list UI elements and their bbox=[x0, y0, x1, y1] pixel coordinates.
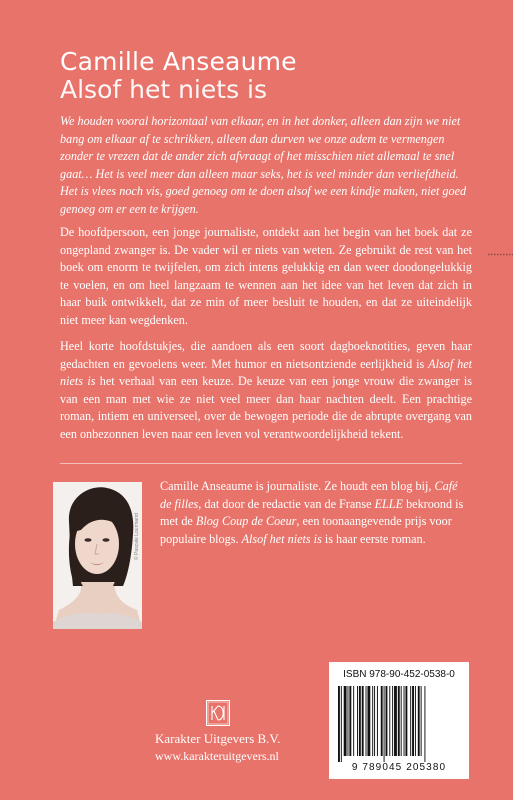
barcode-bar bbox=[404, 686, 405, 756]
author-photo bbox=[53, 482, 142, 629]
summary-paragraph-2-part-a: Heel korte hoofdstukjes, die aandoen als een soort dagboeknotities, geven haar gedachten en gevoelens weer. Met humor en nietsontziende eerlijkheid is bbox=[60, 339, 472, 371]
bio-prize-name: Blog Coup de Coeur bbox=[195, 514, 297, 529]
barcode-bar bbox=[366, 686, 367, 756]
barcode-icon bbox=[336, 686, 462, 762]
barcode-bar bbox=[338, 686, 340, 762]
summary-paragraph-2-title: Alsof het niets is bbox=[60, 356, 472, 389]
isbn-number: ISBN 978-90-452-0538-0 bbox=[343, 669, 455, 680]
publisher-url: www.karakteruitgevers.nl bbox=[155, 749, 279, 763]
book-title: Alsof het niets is bbox=[60, 75, 268, 104]
author-name: Camille Anseaume bbox=[60, 47, 297, 76]
publisher-monogram-icon bbox=[207, 701, 229, 725]
bio-part-e: is haar eerste roman. bbox=[321, 531, 426, 546]
barcode-bar bbox=[344, 686, 347, 756]
barcode-bar bbox=[362, 686, 364, 756]
barcode-bar bbox=[412, 686, 414, 756]
bio-blog-name: Café de filles bbox=[160, 479, 458, 511]
bio-book-title: Alsof het niets is bbox=[241, 531, 322, 546]
bio-part-a: Camille Anseaume is journaliste. Ze houdt een blog bij, bbox=[160, 479, 435, 493]
bio-part-d: , een toonaangevende prijs voor populaire blogs. bbox=[160, 514, 452, 546]
barcode-bar bbox=[398, 686, 400, 756]
summary-paragraph-2 bbox=[60, 338, 472, 444]
barcode-bar bbox=[410, 686, 411, 756]
barcode-digits: 9 789045 205380 bbox=[351, 762, 447, 773]
section-divider bbox=[60, 463, 462, 464]
barcode-bar bbox=[372, 686, 373, 756]
publisher-name: Karakter Uitgevers B.V. bbox=[155, 731, 281, 746]
barcode-bar bbox=[389, 686, 390, 756]
barcode-bar bbox=[341, 686, 342, 762]
dotted-edge-mark bbox=[488, 253, 513, 256]
barcode-bar bbox=[367, 686, 370, 756]
barcode-bar bbox=[374, 686, 375, 756]
summary-paragraph-1: De hoofdpersoon, een jonge journaliste, ontdekt aan het begin van het boek dat ze ongepland zwanger is. De vader wil er niets van weten. Ze gebruikt de rest van het boek om enorm te twijfelen, om zich intens gelukkig en dan weer doodongelukkig te voelen, en om heel langzaam te wennen aan het idee van het leven dat zich in haar buik ontwikkelt, dat ze min of meer besluit te houden, en dat ze uiteindelijk niet meer kan wegdenken. bbox=[60, 225, 472, 327]
publisher-logo-icon bbox=[206, 700, 230, 726]
barcode-bar bbox=[415, 686, 416, 756]
author-bio bbox=[160, 478, 465, 548]
barcode-bar bbox=[348, 686, 349, 756]
barcode-bar bbox=[394, 686, 397, 756]
barcode-bar bbox=[401, 686, 402, 756]
barcode-bar bbox=[353, 686, 354, 756]
author-portrait-image bbox=[53, 482, 142, 629]
barcode-label bbox=[329, 662, 469, 779]
barcode-bar bbox=[421, 686, 422, 756]
bio-part-c: bekroond is met de bbox=[160, 496, 464, 529]
barcode-bar bbox=[424, 686, 425, 762]
summary-paragraph-2-part-b: het verhaal van een keuze. De keuze van een jonge vrouw die zwanger is van een man met wie ze niet veel meer dan haar nachten deelt. Een prachtige roman, intiem en universeel, over de bewogen periode die de abrupte overgang van een onbezonnen leven naar een leven vol verantwoordelijkheid tekent. bbox=[60, 374, 472, 441]
barcode-bar bbox=[386, 686, 388, 756]
barcode-bar bbox=[349, 686, 351, 756]
photo-credit: © Pascale Lourmand bbox=[134, 513, 140, 560]
barcode-bar bbox=[357, 686, 358, 756]
barcode-bar bbox=[381, 686, 383, 756]
barcode-bar bbox=[405, 686, 407, 756]
bio-magazine-name: ELLE bbox=[374, 496, 404, 511]
barcode-bar bbox=[384, 686, 385, 762]
barcode-bar bbox=[418, 686, 420, 756]
bio-part-b: , dat door de redactie van de Franse bbox=[198, 496, 375, 511]
barcode-bar bbox=[377, 686, 378, 756]
barcode-bar bbox=[359, 686, 361, 756]
barcode-bar bbox=[392, 686, 393, 756]
excerpt-quote: We houden vooral horizontaal van elkaar, en in het donker, alleen dan zijn we niet bang om elkaar af te schrikken, alleen dan durven we onze adem te vermengen zonder te vrezen dat de ander zich afvraagt of het misschien niet allemaal te snel gaat… Het is veel meer dan alleen maar seks, het is veel minder dan verliefdheid. Het is vlees noch vis, goed genoeg om te doen alsof we een kindje maken, niet goed genoeg om er een te krijgen. bbox=[60, 114, 467, 216]
